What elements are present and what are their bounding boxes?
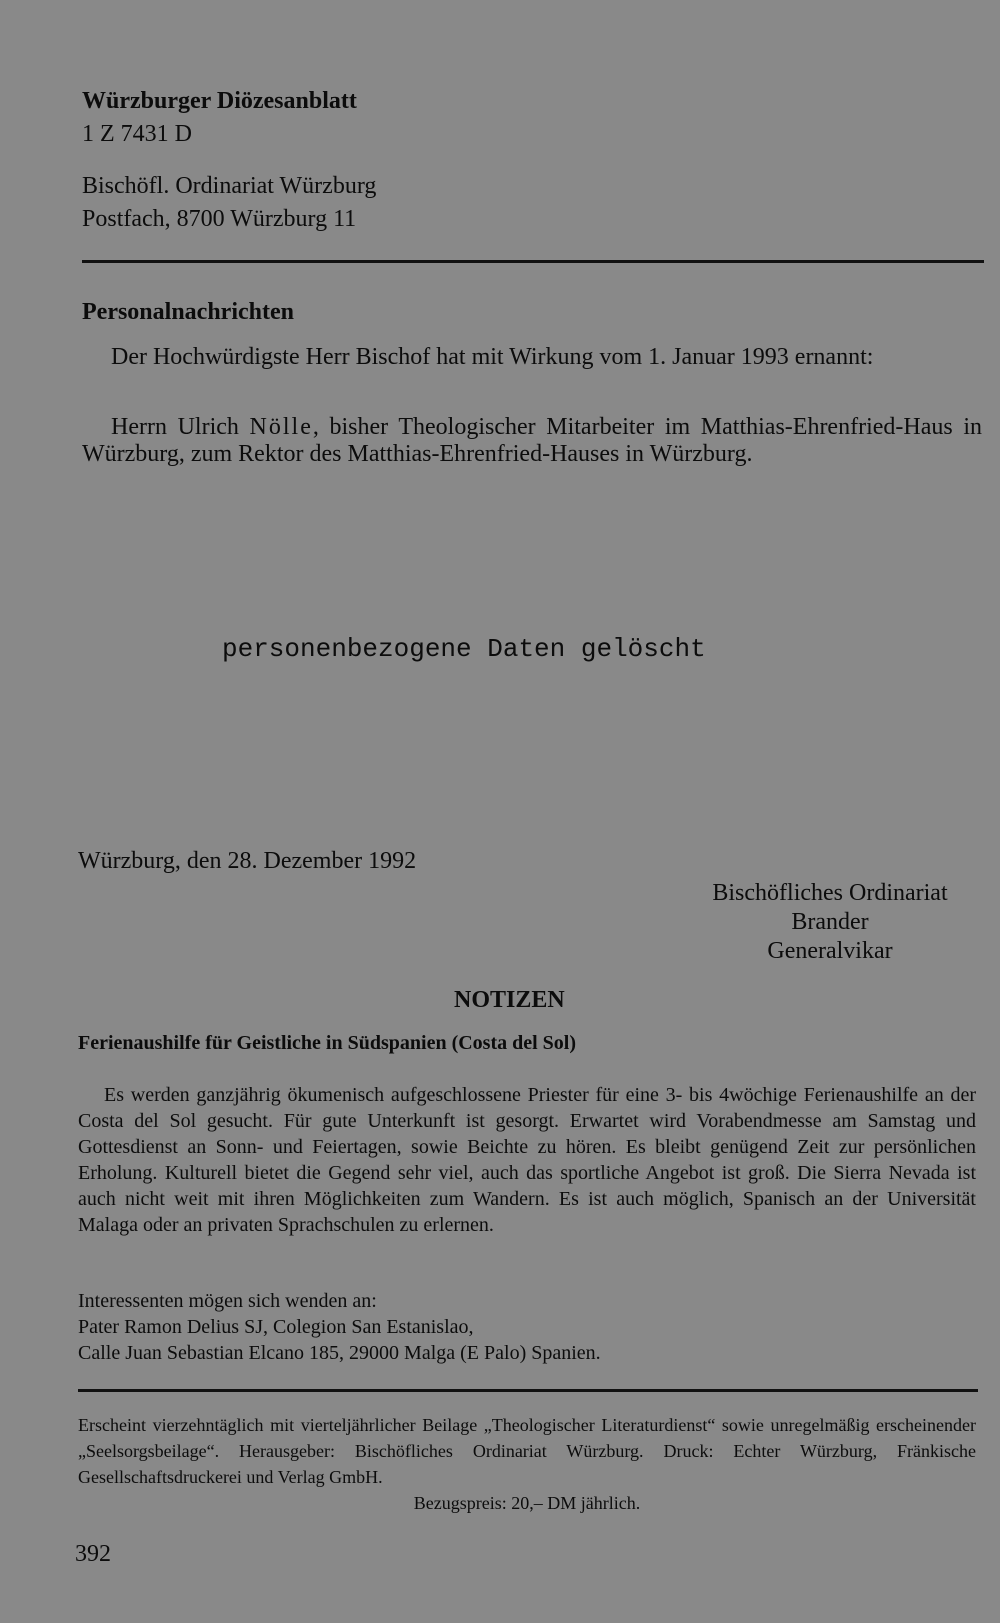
appointment-intro: Der Hochwürdigste Herr Bischof hat mit Wirkung vom 1. Januar 1993 ernannt: <box>111 344 874 370</box>
section-heading-personal: Personalnachrichten <box>82 299 294 325</box>
notices-subheading: Ferienaushilfe für Geistliche in Südspanien (Costa del Sol) <box>78 1032 577 1054</box>
subscription-price: Bezugspreis: 20,– DM jährlich. <box>413 1493 641 1513</box>
contact-intro: Interessenten mögen sich wenden an: <box>78 1290 377 1312</box>
imprint-text: Erscheint vierzehntäglich mit vierteljährlicher Beilage „Theologischer Literaturdienst“ sowie unregelmäßig erscheinender „Seelsorgsbeilage“. Herausgeber: Bischöfliches Ordinariat Würzburg. Druck: Echter Würzburg, Fränkische Gesellschaftsdruckerei und Verlag GmbH. <box>78 1415 976 1487</box>
appointment-text <box>82 414 982 468</box>
notices-heading: NOTIZEN <box>454 987 565 1013</box>
footer-rule <box>78 1389 978 1392</box>
sender-line-1: Bischöfl. Ordinariat Würzburg <box>82 173 377 199</box>
signature-name: Brander <box>791 909 869 935</box>
signature-role: Generalvikar <box>767 938 893 964</box>
signature-office: Bischöfliches Ordinariat <box>712 880 948 906</box>
appointment-post: , bisher Theologischer Mitarbeiter im Matthias-Ehrenfried-Haus in Würzburg, zum Rektor des Matthias-Ehrenfried-Hauses in Würzburg. <box>82 414 983 467</box>
contact-line-2: Calle Juan Sebastian Elcano 185, 29000 Malga (E Palo) Spanien. <box>78 1342 601 1364</box>
publication-code: 1 Z 7431 D <box>82 121 192 147</box>
sender-line-2: Postfach, 8700 Würzburg 11 <box>82 206 357 232</box>
place-date: Würzburg, den 28. Dezember 1992 <box>78 848 417 874</box>
contact-line-1: Pater Ramon Delius SJ, Colegion San Estanislao, <box>78 1316 474 1338</box>
publication-title: Würzburger Diözesanblatt <box>82 88 357 114</box>
notices-body: Es werden ganzjährig ökumenisch aufgeschlossene Priester für eine 3- bis 4wöchige Ferienaushilfe an der Costa del Sol gesucht. Für gute Unterkunft ist gesorgt. Erwartet wird Vorabendmesse am Samstag und Gottesdienst an Sonn- und Feiertagen, sowie Beichte zu hören. Es bleibt genügend Zeit zur persönlichen Erholung. Kulturell bietet die Gegend sehr viel, auch das sportliche Angebot ist groß. Die Sierra Nevada ist auch nicht weit mit ihren Möglichkeiten zum Wandern. Es ist auch möglich, Spanisch an der Universität Malaga oder an privaten Sprachschulen zu erlernen. <box>78 1084 976 1236</box>
appointment-pre: Herrn Ulrich <box>111 414 250 440</box>
header-rule <box>82 260 984 263</box>
appointee-name: Nölle <box>249 414 313 440</box>
page-number: 392 <box>75 1541 111 1567</box>
redaction-notice: personenbezogene Daten gelöscht <box>222 634 706 664</box>
signature-block <box>680 880 980 965</box>
